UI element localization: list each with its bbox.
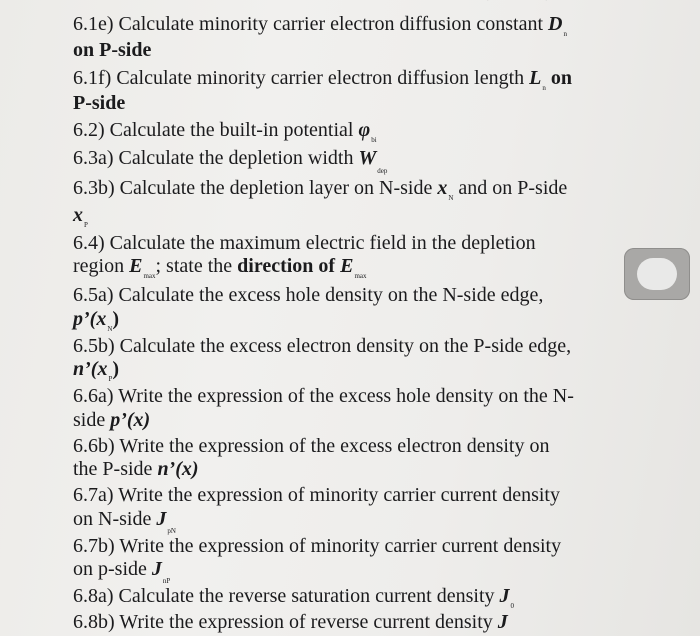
page-edge-mark bbox=[487, 0, 547, 6]
item-6-6b-cont bbox=[73, 457, 199, 481]
item-text: ; state the bbox=[155, 255, 238, 277]
item-text: 6.8a) Calculate the reverse saturation current density bbox=[73, 585, 500, 607]
subscript: N bbox=[107, 325, 113, 333]
item-6-1e bbox=[73, 12, 567, 36]
item-text: region bbox=[73, 255, 130, 277]
subscript: 0 bbox=[510, 602, 514, 610]
item-6-3a bbox=[73, 146, 388, 175]
expr-n-prime: n’(x bbox=[73, 358, 108, 380]
symbol-J: J bbox=[156, 508, 167, 530]
subscript: n bbox=[542, 84, 546, 92]
item-6-1f bbox=[73, 66, 572, 90]
symbol-L: L bbox=[529, 67, 542, 89]
subscript: nP bbox=[162, 577, 171, 585]
subscript: dep bbox=[377, 167, 388, 175]
item-6-8b bbox=[73, 610, 508, 634]
item-6-4: 6.4) Calculate the maximum electric field in the depletion bbox=[73, 232, 536, 254]
item-text: on p-side bbox=[73, 558, 152, 580]
symbol-E: E bbox=[340, 255, 354, 277]
item-6-3b bbox=[73, 176, 567, 200]
item-text: and on P-side bbox=[453, 177, 568, 199]
expr-p-prime: p’(x bbox=[73, 308, 107, 330]
subscript: max bbox=[354, 272, 367, 280]
subscript: N bbox=[448, 194, 454, 202]
item-6-7a-cont bbox=[73, 507, 176, 535]
item-text: 6.1f) Calculate minority carrier electron diffusion length bbox=[73, 67, 530, 89]
symbol-D: D bbox=[548, 13, 563, 35]
item-6-5b-cont bbox=[73, 357, 119, 381]
item-text-bold: direction of bbox=[237, 255, 341, 277]
toggle-knob bbox=[637, 258, 677, 290]
symbol-xP: x bbox=[73, 204, 83, 226]
subscript: n bbox=[563, 30, 567, 38]
close-paren: ) bbox=[112, 308, 120, 330]
item-text: 6.2) Calculate the built-in potential bbox=[73, 119, 359, 141]
item-text: on N-side bbox=[73, 508, 157, 530]
item-6-4-cont bbox=[73, 254, 367, 278]
item-6-3b-cont bbox=[73, 203, 88, 227]
close-paren: ) bbox=[112, 358, 120, 380]
item-6-5a: 6.5a) Calculate the excess hole density on the N-side edge, bbox=[73, 284, 544, 306]
item-text: 6.8b) Write the expression of reverse current density bbox=[73, 611, 498, 633]
item-text: 6.3a) Calculate the depletion width bbox=[73, 147, 359, 169]
subscript: pN bbox=[167, 527, 176, 535]
subscript: P bbox=[108, 375, 113, 383]
symbol-xN: x bbox=[437, 177, 448, 199]
item-6-1f-cont: P-side bbox=[73, 92, 126, 114]
symbol-J: J bbox=[497, 611, 508, 633]
symbol-J: J bbox=[499, 585, 510, 607]
subscript: P bbox=[84, 221, 88, 229]
item-text: 6.1e) Calculate minority carrier electron diffusion constant bbox=[73, 13, 549, 35]
item-6-2 bbox=[73, 118, 377, 142]
subscript: bi bbox=[371, 136, 377, 144]
item-6-7a: 6.7a) Write the expression of minority carrier current density bbox=[73, 484, 560, 506]
item-6-5b: 6.5b) Calculate the excess electron density on the P-side edge, bbox=[73, 335, 572, 357]
item-6-1e-cont: on P-side bbox=[73, 39, 152, 61]
item-6-7b-cont bbox=[73, 557, 171, 585]
item-text: the P-side bbox=[73, 458, 158, 480]
item-text: side bbox=[73, 409, 111, 431]
item-6-8a bbox=[73, 584, 514, 608]
item-6-7b: 6.7b) Write the expression of minority carrier current density bbox=[73, 535, 562, 557]
expr-p-prime-x: p’(x) bbox=[110, 409, 151, 431]
item-6-6a: 6.6a) Write the expression of the excess hole density on the N- bbox=[73, 385, 574, 407]
symbol-E: E bbox=[129, 255, 143, 277]
symbol-W: W bbox=[358, 147, 377, 169]
item-text-bold: on bbox=[545, 67, 572, 89]
item-6-6a-cont bbox=[73, 408, 150, 432]
item-text: 6.3b) Calculate the depletion layer on N-side bbox=[73, 177, 438, 199]
symbol-J: J bbox=[151, 558, 162, 580]
item-6-5a-cont bbox=[73, 307, 119, 331]
expr-n-prime-x: n’(x) bbox=[157, 458, 199, 480]
side-toggle-button[interactable] bbox=[624, 248, 690, 300]
subscript: max bbox=[143, 272, 156, 280]
item-6-6b: 6.6b) Write the expression of the excess electron density on bbox=[73, 435, 550, 457]
symbol-phi: φ bbox=[358, 119, 371, 141]
